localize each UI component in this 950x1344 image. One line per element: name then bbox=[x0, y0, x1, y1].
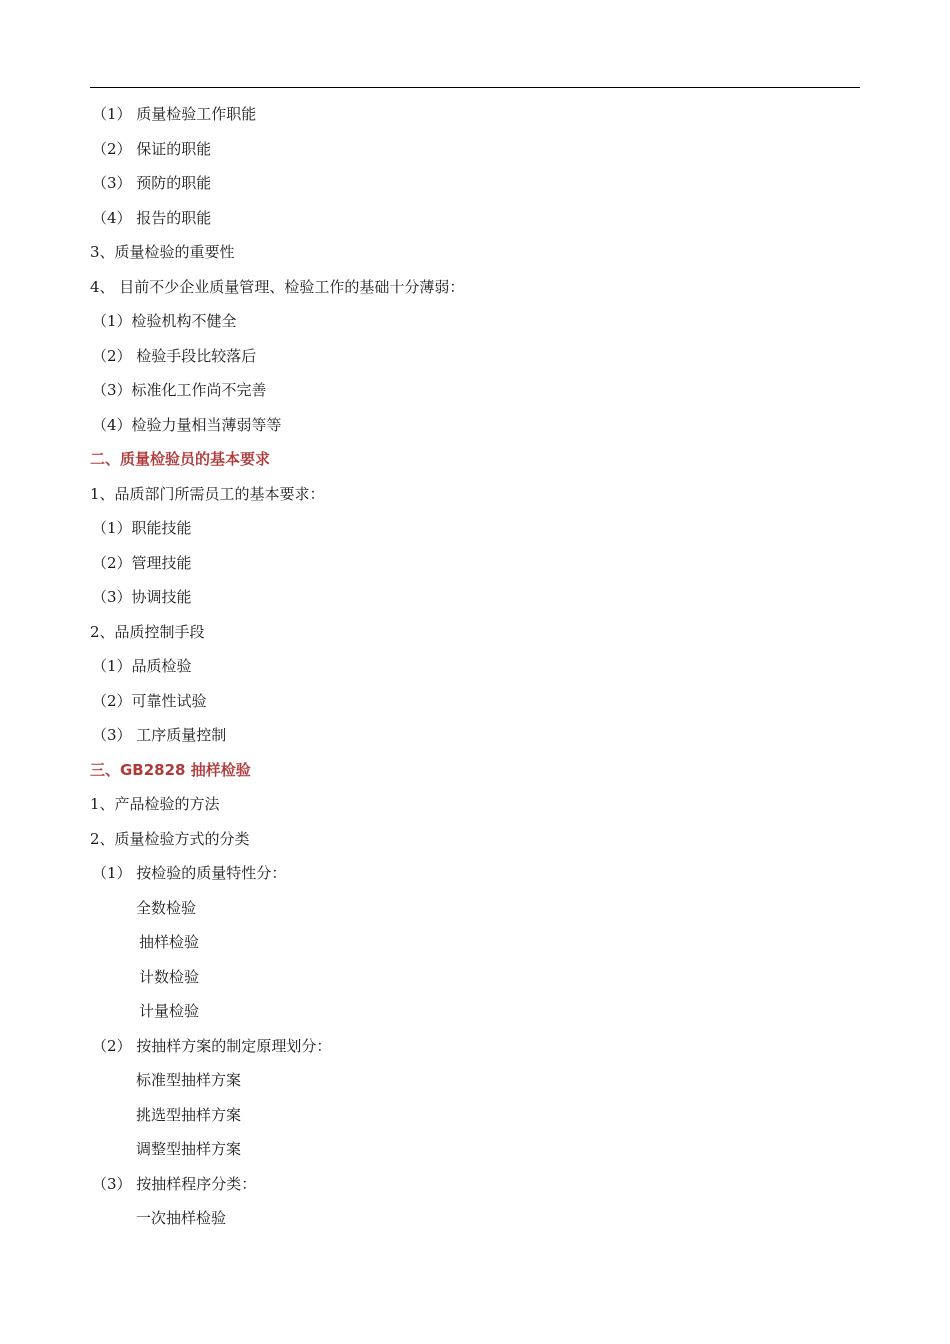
indented-entry: 挑选型抽样方案 bbox=[136, 1105, 242, 1124]
sub-item: （3） 按抽样程序分类： bbox=[92, 1174, 257, 1193]
sub-item: （3） 预防的职能 bbox=[92, 174, 212, 192]
list-item: 3、质量检验的重要性 bbox=[90, 243, 235, 261]
indented-entry: 一次抽样检验 bbox=[136, 1209, 227, 1227]
sub-item: （1） 按检验的质量特性分： bbox=[92, 864, 287, 882]
section-heading: 三、GB2828 抽样检验 bbox=[90, 760, 251, 779]
sub-item: （3）协调技能 bbox=[92, 588, 192, 606]
sub-item: （4）检验力量相当薄弱等等 bbox=[92, 415, 282, 434]
indented-entry: 计量检验 bbox=[139, 1002, 200, 1020]
indented-entry: 抽样检验 bbox=[139, 933, 200, 951]
list-item: 1、产品检验的方法 bbox=[90, 795, 220, 813]
sub-item: （2） 保证的职能 bbox=[92, 139, 212, 158]
sub-item: （1）品质检验 bbox=[92, 657, 192, 675]
sub-item: （2） 检验手段比较落后 bbox=[92, 346, 257, 365]
sub-item: （1）检验机构不健全 bbox=[92, 312, 237, 330]
indented-entry: 计数检验 bbox=[139, 967, 200, 986]
sub-item: （1）职能技能 bbox=[92, 519, 192, 537]
indented-entry: 全数检验 bbox=[136, 898, 197, 917]
sub-item: （2）可靠性试验 bbox=[92, 691, 207, 710]
indented-entry: 标准型抽样方案 bbox=[136, 1071, 242, 1089]
sub-item: （3） 工序质量控制 bbox=[92, 726, 227, 744]
sub-item: （2） 按抽样方案的制定原理划分： bbox=[92, 1036, 332, 1055]
sub-item: （2）管理技能 bbox=[92, 553, 192, 572]
document-body bbox=[90, 97, 860, 1236]
sub-item: （1） 质量检验工作职能 bbox=[92, 105, 257, 123]
list-item: 2、质量检验方式的分类 bbox=[90, 829, 250, 848]
header-rule bbox=[90, 87, 860, 88]
sub-item: （4） 报告的职能 bbox=[92, 208, 212, 227]
section-heading: 二、质量检验员的基本要求 bbox=[90, 450, 271, 468]
list-item: 1、品质部门所需员工的基本要求： bbox=[90, 484, 325, 503]
indented-entry: 调整型抽样方案 bbox=[136, 1140, 242, 1158]
list-item: 4、 目前不少企业质量管理、检验工作的基础十分薄弱： bbox=[90, 277, 465, 296]
list-item: 2、品质控制手段 bbox=[90, 622, 205, 641]
sub-item: （3）标准化工作尚不完善 bbox=[92, 381, 267, 399]
